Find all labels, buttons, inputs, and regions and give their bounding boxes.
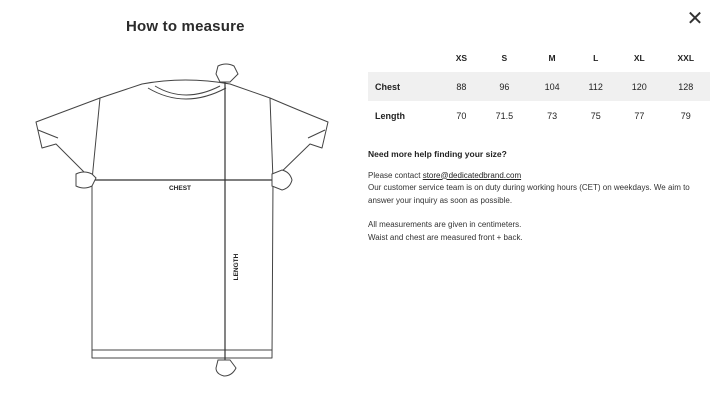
size-header: L	[593, 53, 599, 63]
table-cell: 77	[634, 110, 645, 121]
table-cell: 104	[530, 72, 574, 101]
table-cell: 75	[590, 110, 601, 121]
size-header: XS	[455, 53, 468, 63]
hand-left-icon	[76, 172, 96, 188]
length-measure-line	[221, 78, 229, 362]
hand-right-icon	[272, 170, 292, 190]
chest-label: CHEST	[168, 185, 192, 192]
tshirt-outline	[36, 80, 328, 358]
length-label: LENGTH	[233, 253, 240, 281]
size-header-row	[368, 44, 710, 72]
page-title: How to measure	[126, 18, 245, 35]
chest-measure-line	[90, 176, 274, 184]
units-note: All measurements are given in centimeters.	[368, 220, 522, 229]
table-row-chest	[368, 72, 710, 101]
size-header: M	[548, 53, 556, 63]
table-cell: 71.5	[495, 110, 514, 121]
size-header: XXL	[677, 53, 695, 63]
table-cell: 73	[547, 110, 558, 121]
size-header: S	[501, 53, 508, 63]
help-heading: Need more help finding your size?	[368, 149, 507, 159]
contact-email-link[interactable]: store@dedicatedbrand.com	[422, 170, 522, 180]
table-row-length	[368, 101, 710, 130]
contact-prefix: Please contact	[368, 170, 423, 180]
table-cell: 88	[444, 72, 479, 101]
close-icon[interactable]: ✕	[686, 8, 704, 30]
size-header: XL	[633, 53, 645, 63]
row-label: Length	[375, 110, 405, 121]
tshirt-measure-illustration	[30, 62, 340, 392]
hand-top-icon	[216, 64, 238, 82]
table-cell: 128	[662, 72, 710, 101]
table-cell: 120	[617, 72, 661, 101]
hand-bottom-icon	[216, 360, 236, 376]
help-section	[368, 148, 713, 244]
table-cell: 96	[479, 72, 530, 101]
table-cell: 70	[456, 110, 467, 121]
service-text: Our customer service team is on duty during working hours (CET) on weekdays. We aim to answer your inquiry as soon as possible.	[368, 183, 690, 205]
table-cell: 112	[574, 72, 617, 101]
size-header-empty	[368, 44, 444, 72]
contact-line	[368, 170, 713, 183]
measure-note: Waist and chest are measured front + back.	[368, 232, 523, 242]
size-table	[368, 44, 710, 130]
table-cell: 79	[680, 110, 691, 121]
row-label: Chest	[368, 72, 444, 101]
